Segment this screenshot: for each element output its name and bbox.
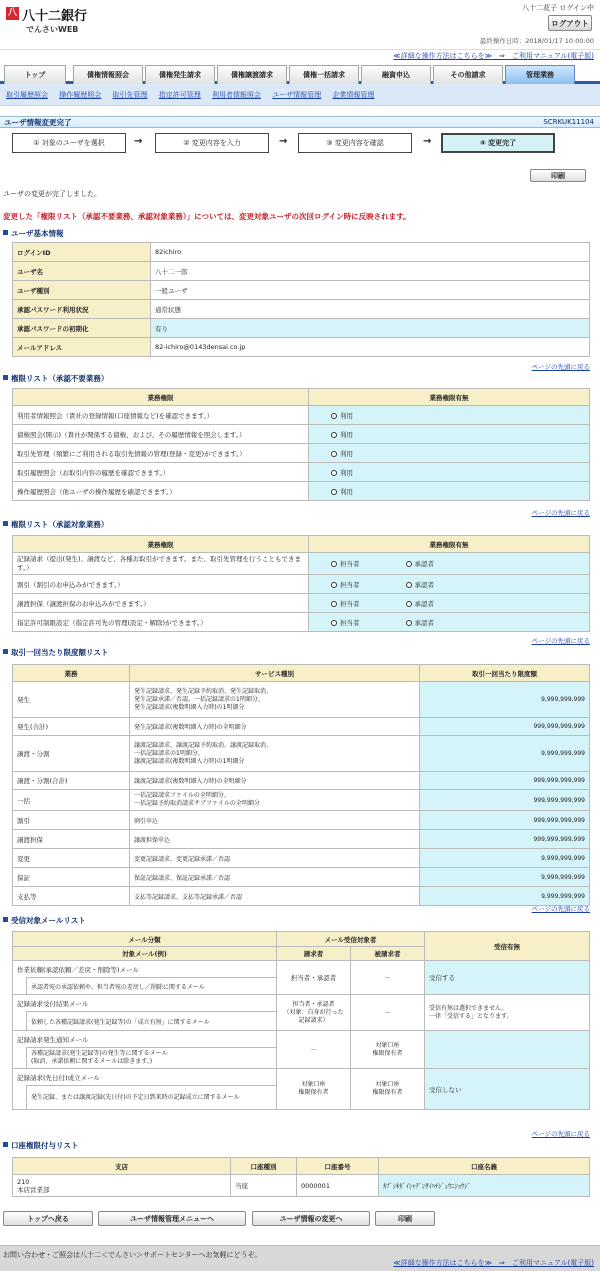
- limit-svc: 割引申込: [130, 811, 420, 830]
- page-top-link[interactable]: ページの先頭に戻る: [531, 363, 590, 371]
- radio-icon[interactable]: [331, 413, 337, 419]
- mail-requester: 対象口座 権限保有者: [277, 1069, 351, 1110]
- perm-option[interactable]: 利用: [309, 463, 590, 482]
- mail-receive-flag: 受信する: [425, 961, 590, 995]
- mail-category: 記録請求発生通知メール: [13, 1031, 277, 1048]
- label-email: メールアドレス: [13, 338, 151, 357]
- col-header: 業務: [13, 665, 130, 682]
- limit-biz: 譲渡担保: [13, 830, 130, 849]
- section-perm-approval: 権限リスト（承認対象業務）: [3, 519, 108, 530]
- col-header: 業務権限有無: [309, 389, 590, 406]
- perm-options: 担当者 承認者: [309, 553, 590, 575]
- page-title: ユーザ情報変更完了 SCRKUK11104: [0, 116, 600, 128]
- mail-receiver: －: [351, 961, 425, 995]
- perm-row: 取引先管理（頻繁にご利用される取引先情報の管理(登録・変更)ができます。）: [13, 444, 309, 463]
- col-header: 口座種別: [231, 1158, 297, 1175]
- mail-table: [12, 931, 590, 1110]
- limit-biz: 割引: [13, 811, 130, 830]
- logout-button[interactable]: ログアウト: [548, 15, 592, 31]
- radio-icon[interactable]: [406, 561, 412, 567]
- tab-transfer[interactable]: 債権譲渡請求: [217, 65, 287, 84]
- radio-icon[interactable]: [331, 561, 337, 567]
- tab-issue[interactable]: 債権発生請求: [145, 65, 215, 84]
- mail-receive-flag: [425, 1031, 590, 1069]
- perm-option[interactable]: 利用: [309, 406, 590, 425]
- step-complete: ④ 変更完了: [441, 133, 555, 153]
- mail-example: 承認者宛の承認依頼や、担当者宛の差戻し／削除に関するメール: [27, 978, 277, 995]
- limit-amount: 999,999,999,999: [420, 790, 590, 811]
- tab-management[interactable]: 管理業務: [505, 65, 575, 84]
- bank-name: 八十二銀行: [22, 9, 88, 24]
- mail-category: 記録請求受付結果メール: [13, 995, 277, 1012]
- label-login-id: ログインID: [13, 243, 151, 262]
- limit-amount: 999,999,999,999: [420, 830, 590, 849]
- user-change-button[interactable]: ユーザ情報の変更へ: [252, 1211, 370, 1226]
- limit-svc: 発生記録請求、発生記録予約取消、発生記録取消、 発生記録承諾／否認、一括記録請求の1明細分、 発生記録請求(複数明細入力時)の1明細分: [130, 682, 420, 718]
- col-header: 被請求者: [351, 947, 425, 961]
- mail-example: 発生記録、または譲渡記録(先日付)の予定日到来時の記録成立に関するメール: [27, 1086, 277, 1110]
- value-password-reset: 有り: [151, 319, 590, 338]
- col-header: 業務権限有無: [309, 536, 590, 553]
- col-header: 業務権限: [13, 536, 309, 553]
- radio-icon[interactable]: [331, 601, 337, 607]
- mail-receive-flag: 受信有無は選択できません。 一律「受信する」となります。: [425, 995, 590, 1031]
- limit-biz: 発生(合計): [13, 718, 130, 736]
- radio-icon[interactable]: [331, 470, 337, 476]
- value-email: 82-ichiro@0143densai.co.jp: [151, 338, 590, 357]
- limit-svc: 譲渡記録請求(複数明細入力時)の全明細分: [130, 772, 420, 790]
- account-type: 当座: [231, 1175, 297, 1197]
- page-top-link[interactable]: ページの先頭に戻る: [531, 905, 590, 913]
- tab-financing[interactable]: 融資申込: [361, 65, 431, 84]
- limit-amount: 9,999,999,999: [420, 868, 590, 887]
- mail-receiver: 対象口座 権限保有者: [351, 1031, 425, 1069]
- page-top-link[interactable]: ページの先頭に戻る: [531, 509, 590, 517]
- subnav-user-info[interactable]: 利用者情報照会: [211, 91, 261, 99]
- section-mail: 受信対象メールリスト: [3, 915, 86, 926]
- limit-amount: 9,999,999,999: [420, 887, 590, 906]
- user-menu-button[interactable]: ユーザ情報管理メニューへ: [98, 1211, 246, 1226]
- limit-amount: 999,999,999,999: [420, 772, 590, 790]
- label-password-status: 承認パスワード利用状況: [13, 300, 151, 319]
- col-header: 口座番号: [297, 1158, 379, 1175]
- subnav-operation-history[interactable]: 操作履歴照会: [59, 91, 102, 99]
- perm-row: 操作履歴照会（他ユーザの操作履歴を確認できます。）: [13, 482, 309, 501]
- step-arrow-icon: →: [279, 136, 288, 147]
- col-header: 口座名義: [379, 1158, 590, 1175]
- last-operation: 最終操作日時：2018/01/17 10:00:00: [479, 37, 594, 45]
- radio-icon[interactable]: [406, 620, 412, 626]
- account-number: 0000001: [297, 1175, 379, 1197]
- limit-biz: 譲渡・分割(合計): [13, 772, 130, 790]
- radio-icon[interactable]: [331, 620, 337, 626]
- print-button-top[interactable]: 印刷: [530, 169, 586, 182]
- perm-row: 債権照会(開示)（貴社が関係する債権、および、その履歴情報を照会します。）: [13, 425, 309, 444]
- limits-table: [12, 664, 590, 906]
- radio-icon[interactable]: [406, 582, 412, 588]
- value-login-id: 82ichiro: [151, 243, 590, 262]
- subnav-user-management[interactable]: ユーザ情報管理: [272, 91, 322, 99]
- perm-row: 利用者情報照会（貴社の登録情報(口座情報など)を確認できます。）: [13, 406, 309, 425]
- col-header: 支店: [13, 1158, 231, 1175]
- tab-bulk[interactable]: 債権一括請求: [289, 65, 359, 84]
- header: [0, 0, 600, 50]
- step-input: ② 変更内容を入力: [155, 133, 269, 153]
- perm-row: 記録請求（提出(発生)、譲渡など、各種お取引ができます。また、取引先管理を行うこともできます。）: [13, 553, 309, 575]
- limit-svc: 一括記録請求ファイルの全明細分、 一括記録予約取消請求サブファイルの全明細分: [130, 790, 420, 811]
- perm-row: 譲渡担保（譲渡担保のお申込みができます。）: [13, 594, 309, 613]
- basic-info-table: [12, 242, 590, 357]
- logo-mark-icon: 八: [7, 8, 17, 18]
- tab-inquiry[interactable]: 債権情報照会: [73, 65, 143, 84]
- limit-svc: 発生記録請求(複数明細入力時)の全明細分: [130, 718, 420, 736]
- limit-biz: 保証: [13, 868, 130, 887]
- value-user-type: 一般ユーザ: [151, 281, 590, 300]
- mail-example: 依頼した各種記録請求(発生記録等)の「成立有無」に関するメール: [27, 1012, 277, 1031]
- account-holder: ｶﾌﾞｼｷｶﾞｲｼｬﾃﾞﾝｻｲﾊﾁｼﾞｭｳﾆｼｮｳｼﾞ: [379, 1175, 590, 1197]
- limit-svc: 変更記録請求、変更記録承諾／否認: [130, 849, 420, 868]
- col-header: メール受信対象者: [277, 932, 425, 947]
- perm-noapproval-table: [12, 388, 590, 501]
- mail-category: 作業依頼(承認依頼／差戻・削除等)メール: [13, 961, 277, 978]
- col-header: 取引一回当たり限度額: [420, 665, 590, 682]
- subnav-transaction-history[interactable]: 取引履歴照会: [6, 91, 48, 99]
- col-header: 受信有無: [425, 932, 590, 961]
- accounts-table: [12, 1157, 590, 1197]
- warning-message: 変更した「権限リスト（承認不要業務、承認対象業務）」については、変更対象ユーザの次回ログイン時に反映されます。: [3, 212, 411, 221]
- label-user-type: ユーザ種別: [13, 281, 151, 300]
- section-perm-noapproval: 権限リスト（承認不要業務）: [3, 373, 108, 384]
- perm-row: 割引（割引のお申込みができます。）: [13, 575, 309, 594]
- mail-receiver: －: [351, 995, 425, 1031]
- perm-approval-table: [12, 535, 590, 632]
- col-header: サービス種別: [130, 665, 420, 682]
- col-header: 請求者: [277, 947, 351, 961]
- limit-amount: 999,999,999,999: [420, 718, 590, 736]
- perm-options: 担当者 承認者: [309, 575, 590, 594]
- subnav-partners[interactable]: 取引先管理: [112, 91, 148, 99]
- limit-biz: 譲渡・分割: [13, 736, 130, 772]
- step-arrow-icon: →: [423, 136, 432, 147]
- main-tabs: [0, 62, 600, 84]
- page-top-link[interactable]: ページの先頭に戻る: [531, 1130, 590, 1138]
- bottom-buttons: [0, 1211, 600, 1227]
- footer-contact: お問い合わせ・ご照会は八十二＜でんさい＞サポートセンターへお気軽にどうぞ。: [3, 1251, 262, 1259]
- subnav-company-info[interactable]: 企業情報管理: [332, 91, 375, 99]
- perm-option[interactable]: 利用: [309, 482, 590, 501]
- col-header: 業務権限: [13, 389, 309, 406]
- mail-requester: 担当者・承認者: [277, 961, 351, 995]
- perm-options: 担当者 承認者: [309, 613, 590, 632]
- perm-options: 担当者 承認者: [309, 594, 590, 613]
- limit-amount: 9,999,999,999: [420, 849, 590, 868]
- progress-steps: [0, 133, 600, 157]
- limit-amount: 999,999,999,999: [420, 811, 590, 830]
- label-password-reset: 承認パスワードの初期化: [13, 319, 151, 338]
- radio-icon[interactable]: [331, 489, 337, 495]
- subnav-permission[interactable]: 指定許可管理: [158, 91, 201, 99]
- limit-svc: 譲渡担保申込: [130, 830, 420, 849]
- perm-option[interactable]: 利用: [309, 444, 590, 463]
- back-to-top-button[interactable]: トップへ戻る: [3, 1211, 93, 1226]
- perm-row: 指定許可制限設定（指定許可先の管理(設定・解除)ができます。）: [13, 613, 309, 632]
- step-select-user: ① 対象のユーザを選択: [12, 133, 126, 153]
- footer: [0, 1245, 600, 1271]
- screen-code: SCRKUK11104: [543, 118, 594, 126]
- value-password-status: 通常状態: [151, 300, 590, 319]
- print-button-bottom[interactable]: 印刷: [375, 1211, 435, 1226]
- limit-svc: 支払等記録請求、支払等記録承諾／否認: [130, 887, 420, 906]
- limit-biz: 支払等: [13, 887, 130, 906]
- limit-biz: 変更: [13, 849, 130, 868]
- section-basic-info: ユーザ基本情報: [3, 228, 64, 239]
- footer-help-link[interactable]: ≪詳細な操作方法はこちらを≫ ⇒ ご利用マニュアル(電子版): [393, 1259, 594, 1267]
- radio-icon[interactable]: [331, 582, 337, 588]
- service-name: でんさいWEB: [26, 25, 79, 34]
- mail-requester: －: [277, 1031, 351, 1069]
- user-status: 八十二花子 ログイン中: [522, 4, 594, 12]
- value-user-name: 八十二一郎: [151, 262, 590, 281]
- help-manual-link[interactable]: ≪詳細な操作方法はこちらを≫ ⇒ ご利用マニュアル(電子版): [393, 52, 594, 60]
- tab-top[interactable]: トップ: [4, 65, 66, 84]
- radio-icon[interactable]: [331, 451, 337, 457]
- limit-svc: 譲渡記録請求、譲渡記録予約取消、譲渡記録取消、 一括記録請求の1明細分、 譲渡記録請求(複数明細入力時)の1明細分: [130, 736, 420, 772]
- limit-svc: 保証記録請求、保証記録承諾／否認: [130, 868, 420, 887]
- limit-biz: 一括: [13, 790, 130, 811]
- limit-amount: 9,999,999,999: [420, 682, 590, 718]
- section-accounts: 口座権限付与リスト: [3, 1140, 78, 1151]
- radio-icon[interactable]: [331, 432, 337, 438]
- perm-row: 取引履歴照会（お取引内容の履歴を確認できます。）: [13, 463, 309, 482]
- mail-receiver: 対象口座 権限保有者: [351, 1069, 425, 1110]
- mail-example: 各種記録請求(発生記録等)の発生等に関するメール (取消、承諾依頼に関するメールは除きます。): [27, 1048, 277, 1069]
- col-header: 対象メール(例): [13, 947, 277, 961]
- step-arrow-icon: →: [134, 136, 143, 147]
- page-top-link[interactable]: ページの先頭に戻る: [531, 637, 590, 645]
- complete-message: ユーザの変更が完了しました。: [3, 190, 101, 198]
- col-header: メール分類: [13, 932, 277, 947]
- mail-receive-flag: 受信しない: [425, 1069, 590, 1110]
- limit-biz: 発生: [13, 682, 130, 718]
- section-limits: 取引一回当たり限度額リスト: [3, 647, 108, 658]
- mail-requester: 担当者・承認者 （対象：自身が行った記録請求）: [277, 995, 351, 1031]
- perm-option[interactable]: 利用: [309, 425, 590, 444]
- account-branch: 210 本店営業部: [13, 1175, 231, 1197]
- step-confirm: ③ 変更内容を確認: [298, 133, 412, 153]
- sub-navigation: [0, 84, 600, 106]
- tab-other[interactable]: その他請求: [433, 65, 503, 84]
- radio-icon[interactable]: [406, 601, 412, 607]
- label-user-name: ユーザ名: [13, 262, 151, 281]
- limit-amount: 9,999,999,999: [420, 736, 590, 772]
- mail-category: 記録請求(先日付)成立メール: [13, 1069, 277, 1086]
